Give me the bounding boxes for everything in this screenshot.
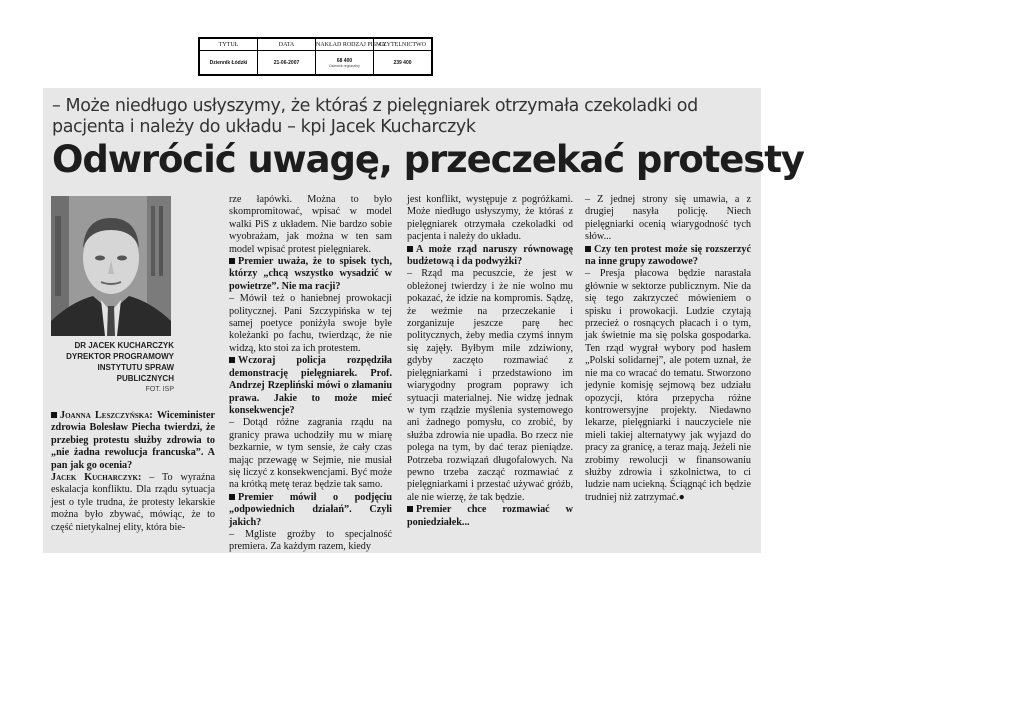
header-date: DATA xyxy=(258,39,316,51)
question-text: Czy ten protest może się rozszerzyć na inne grupy zawodowe? xyxy=(585,243,751,268)
answer-text: – Z jednej strony się umawia, a z drugiej nasyła policję. Niech pielęgniarki ocenią wiarygodność tych słów... xyxy=(585,194,751,243)
cell-title: Dziennik Łódzki xyxy=(200,51,258,75)
question-bullet-icon xyxy=(229,258,235,264)
cell-date: 21-06-2007 xyxy=(258,51,316,75)
answer-text: – Dotąd różne zagrania rządu na granicy prawa uchodziły mu w miarę bezkarnie, w tym sensie, że cały czas mając przewagę w Sejmie, nie musiał się liczyć z konsekwencjami. Być może na krótką metę teraz będzie tak samo. xyxy=(229,417,392,491)
question-paragraph xyxy=(407,244,573,269)
article-column-4 xyxy=(585,194,751,504)
question-bullet-icon xyxy=(229,494,235,500)
portrait-photo xyxy=(51,196,171,336)
question-bullet-icon xyxy=(229,357,235,363)
photo-credit: FOT. ISP xyxy=(145,386,174,393)
question-text: Wczoraj policja rozpędziła demonstrację pielęgniarek. Prof. Andrzej Rzepliński mówi o złamaniu prawa. Jakie to może mieć konsekwencje? xyxy=(229,355,392,416)
interviewer-name: Joanna Leszczyńska: xyxy=(60,410,153,421)
header-title: TYTUŁ xyxy=(200,39,258,51)
header-readership: CZYTELNICTWO xyxy=(374,39,432,51)
question-text: Premier chce rozmawiać w poniedziałek... xyxy=(407,504,573,528)
question-bullet-icon xyxy=(585,246,591,252)
question-bullet-icon xyxy=(407,506,413,512)
question-text: Wiceminister zdrowia Bolesław Piecha twierdzi, że przebieg protestu służby zdrowia to „nie żadna rewolucja francuska”. A pan jak go ocenia? xyxy=(51,410,215,471)
question-paragraph xyxy=(229,355,392,417)
article-column-2 xyxy=(229,194,392,554)
photo-caption xyxy=(51,340,174,395)
caption-role: DYREKTOR PROGRAMOWY INSTYTUTU SPRAW PUBLICZNYCH xyxy=(66,352,174,383)
clipping-metadata-table xyxy=(198,37,433,76)
answer-text: – Rząd ma pecuszcie, że jest w obleżonej twierdzy i że nie wolno mu pokazać, że idzie na kompromis. Sądzę, że weźmie na przeczekanie i zorganizuje jeszcze parę hec politycznych, żeby media czymś innym się zajęły. Byłbym mile zdziwiony, gdyby zaczęto rozmawiać z pielęgniarkami i przedstawiono im wiarygodny program poprawy ich sytuacji materialnej. Nie widzę jednak w tym rządzie myślenia systemowego ani żadnego pomysłu, co zrobić, by służba zdrowia nie upadła. Bo rzecz nie polega na tym, by dać teraz pieniądze. Potrzeba rozwiązań długofalowych. Na pewno trzeba zacząć rozmawiać z pielęgniarkami i przestać używać gróźb, ale nie wierzę, że tak będzie. xyxy=(407,268,573,503)
article-lead: – Może niedługo usłyszymy, że któraś z pielęgniarek otrzymała czekoladki od pacjenta i należy do układu – kpi Jacek Kucharczyk xyxy=(52,96,698,137)
question-text: Premier uważa, że to spisek tych, którzy „chcą wszystko wysadzić w powietrze”. Nie ma racji? xyxy=(229,256,392,292)
cell-circulation xyxy=(316,51,374,75)
article-column-1 xyxy=(51,410,215,534)
answer-text: rze łapówki. Można to było skompromitować, wpisać w model walki PiS z układem. Nie bardzo sobie wyobrażam, jak można w ten sam model wpisać protest pielęgniarek. xyxy=(229,194,392,255)
question-bullet-icon xyxy=(51,412,57,418)
article-column-3 xyxy=(407,194,573,529)
newspaper-clipping xyxy=(43,88,804,553)
question-paragraph xyxy=(585,244,751,269)
answer-text: – Mówił też o haniebnej prowokacji politycznej. Pani Szczypińska w tej samej poetyce poniżyła swoje byłe koleżanki po fachu, twierdząc, że nie widzą, kto stoi za ich protestem. xyxy=(229,293,392,354)
caption-name: DR JACEK KUCHARCZYK xyxy=(74,341,174,350)
article-headline: Odwrócić uwagę, przeczekać protesty xyxy=(52,138,804,181)
circulation-value: 68 400 xyxy=(336,57,353,64)
cell-readership: 239 400 xyxy=(374,51,432,75)
speaker-name: Jacek Kucharczyk: xyxy=(51,472,142,484)
portrait-image xyxy=(51,196,171,336)
question-text: Premier mówił o podjęciu „odpowiednich działań”. Czyli jakich? xyxy=(229,491,392,528)
publication-type: Dziennik regionalny xyxy=(329,63,360,68)
answer-paragraph xyxy=(51,472,215,534)
answer-text: – To wyraźna eskalacja konfliktu. Dla rządu sytuacja jest o tyle trudna, że protesty lekarskie można było zbywać, mówiąc, że to część nietykalnej elity, która bie- xyxy=(51,472,215,533)
header-circulation: NAKŁAD RODZAJ PISMA xyxy=(316,39,374,51)
question-paragraph xyxy=(229,492,392,529)
question-paragraph xyxy=(407,504,573,529)
question-bullet-icon xyxy=(407,246,413,252)
question-paragraph xyxy=(51,410,215,472)
answer-text: jest konflikt, występuje z pogróżkami. Może niedługo usłyszymy, że któraś z pielęgniarek otrzymała czekoladki od pacjenta i należy do układu. xyxy=(407,194,573,243)
answer-text: – Mgliste groźby to specjalność premiera. Za każdym razem, kiedy xyxy=(229,528,392,553)
question-text: A może rząd naruszy równowagę budżetową i da podwyżki? xyxy=(407,243,573,268)
answer-text: – Presja płacowa będzie narastała głównie w sektorze publicznym. Nie da się tego zakrzyczeć mówieniem o spisku i prowokacji. Ludzie czytają przecież o rosnących płacach i o tym, jak świetnie ma się polska gospodarka. Ten rząd wygrał wybory pod hasłem „Polski solidarnej”, ale potem uznał, że nie ma co wracać do tematu. Stworzono jedynie komisję sejmową bez udziału opozycji, która przepycha różne kontrowersyjne projekty. Niedawno lekarze, pielęgniarki i nauczyciele nie mieli takiej alternatywy jak wyjazd do pracy za granicę, a teraz mają. Jeżeli nie zrobimy rewolucji w finansowaniu służby zdrowia i szkolnictwa, to ci ludzie nam uciekną. Ściągnąć ich będzie trudniej niż zatrzymać.● xyxy=(585,268,751,503)
question-paragraph xyxy=(229,256,392,293)
